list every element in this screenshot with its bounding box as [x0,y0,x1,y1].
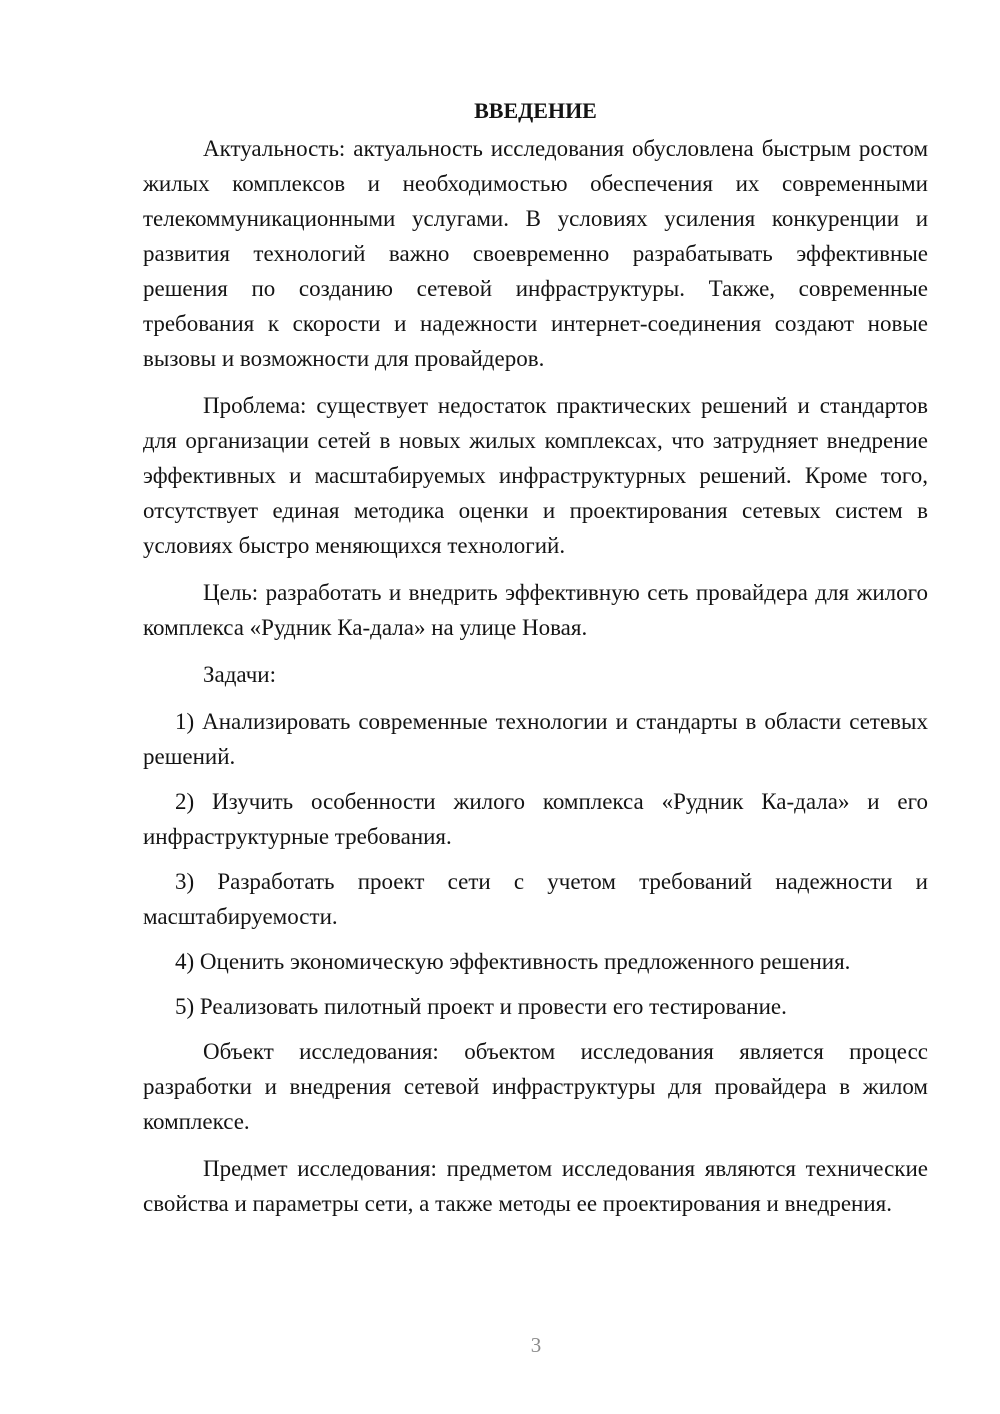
goal-paragraph: Цель: разработать и внедрить эффективную сеть провайдера для жилого комплекса «Рудник Ка-дала» на улице Новая. [143,580,928,640]
subject-paragraph: Предмет исследования: предметом исследования являются технические свойства и параметры сети, а также методы ее проектирования и внедрения. [143,1156,928,1216]
problem-paragraph: Проблема: существует недостаток практических решений и стандартов для организации сетей в новых жилых комплексах, что затрудняет внедрение эффективных и масштабируемых инфраструктурных решений. Кроме того, отсутствует единая методика оценки и проектирования сетевых систем в условиях быстро меняющихся технологий. [143,393,928,558]
object-paragraph: Объект исследования: объектом исследования является процесс разработки и внедрения сетевой инфраструктуры для провайдера в жилом комплексе. [143,1039,928,1134]
tasks-list [143,704,928,1024]
task-item: 4) Оценить экономическую эффективность предложенного решения. [175,949,851,974]
page-title: ВВЕДЕНИЕ [474,98,597,123]
task-item: 5) Реализовать пилотный проект и провести его тестирование. [175,994,787,1019]
task-item: 3) Разработать проект сети с учетом требований надежности и масштабируемости. [143,869,928,929]
relevance-paragraph: Актуальность: актуальность исследования обусловлена быстрым ростом жилых комплексов и необходимостью обеспечения их современными телекоммуникационными услугами. В условиях усиления конкуренции и развития технологий важно своевременно разрабатывать эффективные решения по созданию сетевой инфраструктуры. Также, современные требования к скорости и надежности интернет-соединения создают новые вызовы и возможности для провайдеров. [143,136,928,371]
task-item: 2) Изучить особенности жилого комплекса «Рудник Ка-дала» и его инфраструктурные требования. [143,789,928,849]
tasks-label: Задачи: [203,662,276,687]
task-item: 1) Анализировать современные технологии и стандарты в области сетевых решений. [143,709,928,769]
page-content [143,95,928,1233]
page-number: 3 [530,1333,542,1357]
